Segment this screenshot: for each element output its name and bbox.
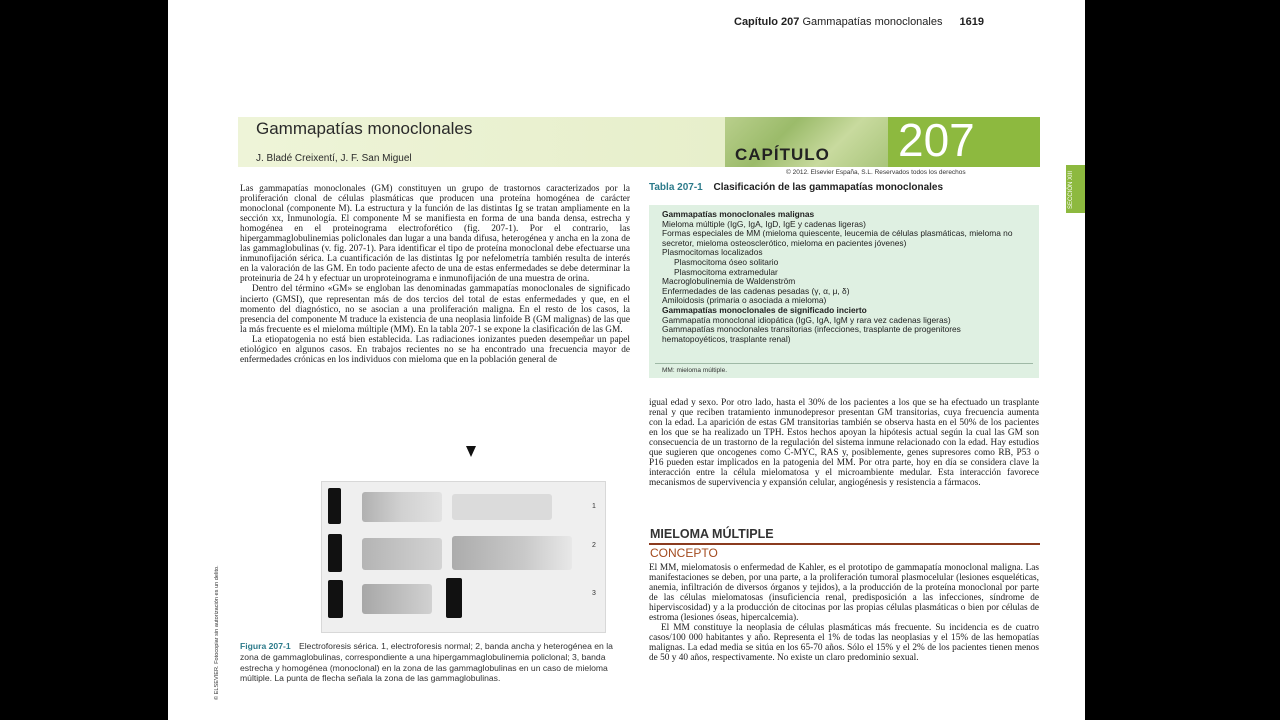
copyright-notice: © 2012. Elsevier España, S.L. Reservados todos los derechos (786, 169, 966, 176)
gel-smear (452, 494, 552, 520)
table-row: Gammapatías monoclonales malignas (662, 209, 815, 219)
section-side-tab (1066, 165, 1085, 213)
lane-label: 1 (592, 503, 596, 510)
chapter-word: CAPÍTULO (735, 145, 830, 164)
section-side-tab-label: SECCIÓN XIII (1068, 170, 1074, 209)
table-row: Amiloidosis (primaria o asociada a mieloma) (662, 295, 827, 306)
table-row: Macroglobulinemia de Waldenström (662, 276, 796, 287)
gel-band-albumin (328, 534, 342, 572)
section-text (649, 563, 1039, 663)
section-heading: MIELOMA MÚLTIPLE (650, 527, 774, 541)
running-header (734, 16, 984, 28)
figure-caption (240, 641, 630, 684)
figure-number: Figura 207-1 (240, 641, 291, 651)
table-number: Tabla 207-1 (649, 182, 703, 193)
table-title-text: Clasificación de las gammapatías monoclonales (713, 182, 944, 193)
gel-band-monoclonal (446, 578, 462, 618)
table-divider (655, 363, 1033, 364)
paragraph: Dentro del término «GM» se engloban las denominadas gammapatías monoclonales de significado incierto (GMSI), que representan más de dos tercios del total de estas enfermedades y que, en el momento del diagnóstico, no se asocian a una proliferación maligna. En el resto de los casos, la presencia del componente M traduce la existencia de una neoplasia linfoide B (GM malignas) de las que la más frecuente es el mieloma múltiple (MM). En la tabla 207-1 se expone la clasificación de las GM. (240, 284, 630, 335)
chapter-title: Gammapatías monoclonales (256, 119, 473, 138)
left-column (240, 184, 630, 365)
table-row: Formas especiales de MM (mieloma quiescente, leucemia de células plasmáticas, mieloma no secretor, mieloma osteosclerótico, mieloma en pacientes jóvenes) (662, 228, 1013, 248)
chapter-number-box (888, 114, 1040, 167)
electrophoresis-gel (321, 481, 606, 633)
paragraph: El MM constituye la neoplasia de células plasmáticas más frecuente. Su incidencia es de cuatro casos/100 000 habitantes y año. Representa el 1% de todas las neoplasias y el 15% de las hemopatías malignas. La edad media se sitúa en los 65-70 años. Sólo el 15% y el 2% de los pacientes tienen menos de 50 y 40 años, respectivamente. No existe un claro predominio sexual. (649, 623, 1039, 664)
gel-smear (362, 538, 442, 570)
gel-smear (362, 584, 432, 614)
chapter-authors: J. Bladé Creixentí, J. F. San Miguel (256, 153, 412, 164)
table-body (662, 210, 1022, 344)
table-row: Mieloma múltiple (IgG, IgA, IgD, IgE y cadenas ligeras) (662, 218, 866, 229)
gel-smear-polyclonal (452, 536, 572, 570)
table-row: Gammapatías monoclonales transitorias (infecciones, trasplante de progenitores hematopoyéticos, trasplante renal) (662, 324, 961, 344)
section-subheading: CONCEPTO (650, 546, 718, 560)
gel-smear (362, 492, 442, 522)
paragraph: Las gammapatías monoclonales (GM) constituyen un grupo de trastornos caracterizados por la proliferación clonal de células plasmáticas que producen una proteína homogénea de carácter monoclonal (componente M). La estructura y la función de las distintas Ig se tratan ampliamente en la sección xx, Inmunología. El componente M se manifiesta en forma de una banda densa, estrecha y homogénea en el proteinograma electroforético (fig. 207-1). Por el contrario, las hipergammaglobulinemias policlonales dan lugar a una banda difusa, heterogénea y ancha en la zona de las gammaglobulinas (v. fig. 207-1). Para identificar el tipo de proteína monoclonal debe efectuarse una inmunofijación sérica. La cuantificación de las distintas Ig por nefelometría también resulta de interés en la valoración de las GM. En todo paciente afecto de una de estas enfermedades se debe determinar la proteinuria de 24 h y efectuar un uroproteinograma e inmunofijación de una muestra de orina. (240, 184, 630, 285)
paragraph: igual edad y sexo. Por otro lado, hasta el 30% de los pacientes a los que se ha efectuado un trasplante renal y que reciben tratamiento inmunodepresor presentan GM transitorias, cuya frecuencia aumenta con la edad. La aparición de estas GM transitorias también se observa hasta en el 50% de los pacientes en los que se ha realizado un TPH. Estos hechos apoyan la hipótesis actual según la cual las GM son consecuencia de un trastorno de la regulación del sistema inmune relacionado con la edad. Hay estudios que sugieren que oncogenes como C-MYC, RAS y, posiblemente, genes supresores como RB, P53 o P16 pueden estar implicados en la patogenia del MM. Por otra parte, hoy en día se considera clave la interacción entre la célula mielomatosa y el microambiente medular. Esta interacción favorece mecanismos de supervivencia y expansión celular, angiogénesis y resistencia a fármacos. (649, 398, 1039, 489)
table-footnote: MM: mieloma múltiple. (662, 367, 728, 374)
table-row: Gammapatías monoclonales de significado incierto (662, 304, 867, 315)
arrowhead-icon (466, 446, 476, 457)
lane-label: 2 (592, 542, 596, 549)
gel-band-albumin (328, 580, 343, 618)
table-title (649, 183, 1039, 193)
lane-label: 3 (592, 590, 596, 597)
classification-table (649, 205, 1039, 378)
table-row: Plasmocitoma extramedular (674, 266, 778, 277)
right-column (649, 398, 1039, 488)
page-number: 1619 (959, 16, 985, 28)
figure-caption-text: Electroforesis sérica. 1, electroforesis normal; 2, banda ancha y heterogénea en la zona de gammaglobulinas, correspondiente a una hipergammaglobulinemia policlonal; 3, banda estrecha y homogénea (monoclonal) en la zona de las gammaglobulinas en un caso de mieloma múltiple. La punta de flecha señala la zona de las gammaglobulinas. (240, 641, 613, 684)
section-heading-rule (649, 543, 1040, 545)
chapter-number: 207 (898, 114, 975, 166)
table-row: Plasmocitoma óseo solitario (674, 256, 779, 267)
gel-band-albumin (328, 488, 341, 524)
header-chapter-name: Gammapatías monoclonales (802, 16, 943, 28)
paragraph: El MM, mielomatosis o enfermedad de Kahler, es el prototipo de gammapatía monoclonal maligna. Las manifestaciones se deben, por una parte, a la proliferación tumoral plasmocelular (lesiones esqueléticas, anemia, infiltración de diversos órganos y tejidos), a la producción de la proteína monoclonal por parte de las células mielomatosas (insuficiencia renal, predisposición a las infecciones, síndrome de hiperviscosidad) y a la producción de citocinas por las propias células plasmáticas o bien por células de estroma (lesiones óseas, hipercalcemia). (649, 563, 1039, 624)
vertical-credit: © ELSEVIER. Fotocopiar sin autorización es un delito. (214, 565, 220, 700)
table-row: Enfermedades de las cadenas pesadas (γ, α, μ, δ) (662, 285, 850, 296)
header-chapter-label: Capítulo 207 (734, 16, 800, 28)
table-row: Plasmocitomas localizados (662, 247, 763, 258)
banner-photo (725, 117, 890, 167)
paragraph: La etiopatogenia no está bien establecida. Las radiaciones ionizantes pueden desempeñar un papel etiológico en algunos casos. En trabajos recientes no se ha encontrado una frecuencia mayor de enfermedades crónicas en los individuos con mieloma que en la población general de (240, 334, 630, 365)
book-page (168, 0, 1085, 720)
table-row: Gammapatía monoclonal idiopática (IgG, IgA, IgM y rara vez cadenas ligeras) (662, 314, 951, 325)
chapter-banner (238, 114, 1040, 167)
